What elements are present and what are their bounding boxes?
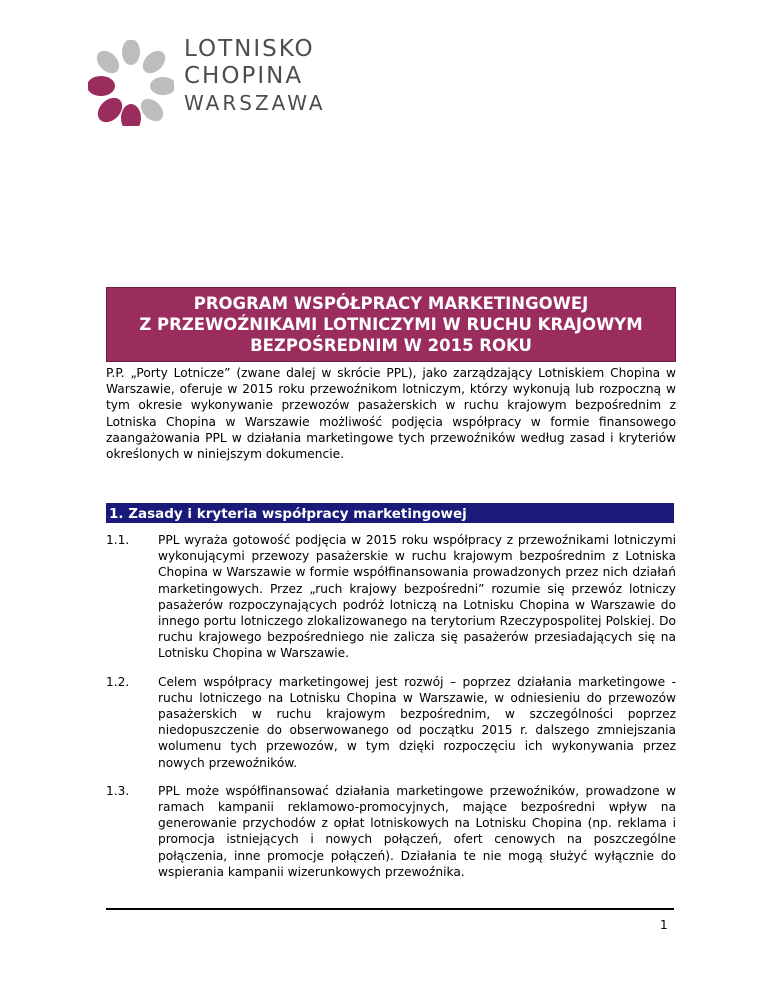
intro-paragraph: P.P. „Porty Lotnicze” (zwane dalej w skrócie PPL), jako zarządzający Lotniskiem Chopina w Warszawie, oferuje w 2015 roku przewoźnikom lotniczym, którzy wykonują lub rozpoczną w tym okresie wykonywanie przewozów pasażerskich w ruchu krajowym bezpośrednim z Lotniska Chopina w Warszawie możliwość podjęcia współpracy w formie finansowego zaangażowania PPL w działania marketingowe tych przewoźników według zasad i kryteriów określonych w niniejszym dokumencie.	[106, 366, 676, 462]
clause-item	[106, 783, 676, 880]
page-number: 1	[660, 918, 668, 932]
logo-line-1: LOTNISKO	[184, 36, 315, 62]
clause-item	[106, 532, 676, 662]
logo-line-2: CHOPINA	[184, 63, 304, 89]
document-title	[106, 287, 676, 362]
title-line-1: PROGRAM WSPÓŁPRACY MARKETINGOWEJ	[193, 294, 589, 313]
clause-list	[106, 532, 676, 892]
title-line-3: BEZPOŚREDNIM W 2015 ROKU	[250, 336, 532, 355]
footer-divider	[106, 908, 674, 910]
clause-text: PPL wyraża gotowość podjęcia w 2015 roku współpracy z przewoźnikami lotniczymi wykonującymi przewozy pasażerskie w ruchu krajowym bezpośrednim z Lotniska Chopina w Warszawie w formie współfinansowania prowadzonych przez nich działań marketingowych. Przez „ruch krajowy bezpośredni” rozumie się przewóz lotniczy pasażerów rozpoczynających podróż lotniczą na Lotnisku Chopina w Warszawie do innego portu lotniczego zlokalizowanego na terytorium Rzeczypospolitej Polskiej. Do ruchu krajowego bezpośredniego nie zalicza się pasażerów przesiadających się na Lotnisku Chopina w Warszawie.	[158, 533, 676, 661]
logo-line-3: WARSZAWA	[184, 91, 326, 115]
airport-logo	[88, 36, 328, 136]
clause-number: 1.1.	[106, 533, 130, 547]
section-heading-text: 1. Zasady i kryteria współpracy marketingowej	[109, 506, 467, 522]
clause-number: 1.2.	[106, 674, 130, 689]
logo-flower-icon	[88, 40, 174, 126]
clause-text: PPL może współfinansować działania marketingowe przewoźników, prowadzone w ramach kampanii reklamowo-promocyjnych, mające bezpośredni wpływ na generowanie przychodów z opłat lotniskowych na Lotnisku Chopina (np. reklama i promocja istniejących i nowych połączeń, ofert cenowych na poszczególne połączenia, inne promocje połączeń). Działania te nie mogą służyć wyłącznie do wspierania kampanii wizerunkowych przewoźnika.	[158, 783, 676, 879]
logo-text	[184, 36, 326, 117]
clause-number: 1.3.	[106, 783, 130, 798]
section-heading	[106, 503, 674, 523]
clause-item	[106, 674, 676, 771]
title-line-2: Z PRZEWOŹNIKAMI LOTNICZYMI W RUCHU KRAJOWYM	[139, 315, 643, 334]
clause-text: Celem współpracy marketingowej jest rozwój – poprzez działania marketingowe - ruchu lotniczego na Lotnisku Chopina w Warszawie, w odniesieniu do przewozów pasażerskich w ruchu krajowym bezpośrednim, w szczególności poprzez niedopuszczenie do obserwowanego od początku 2015 r. dalszego zmniejszania wolumenu tych przewozów, w tym dzięki rozpoczęciu ich wykonywania przez nowych przewoźników.	[158, 674, 676, 770]
